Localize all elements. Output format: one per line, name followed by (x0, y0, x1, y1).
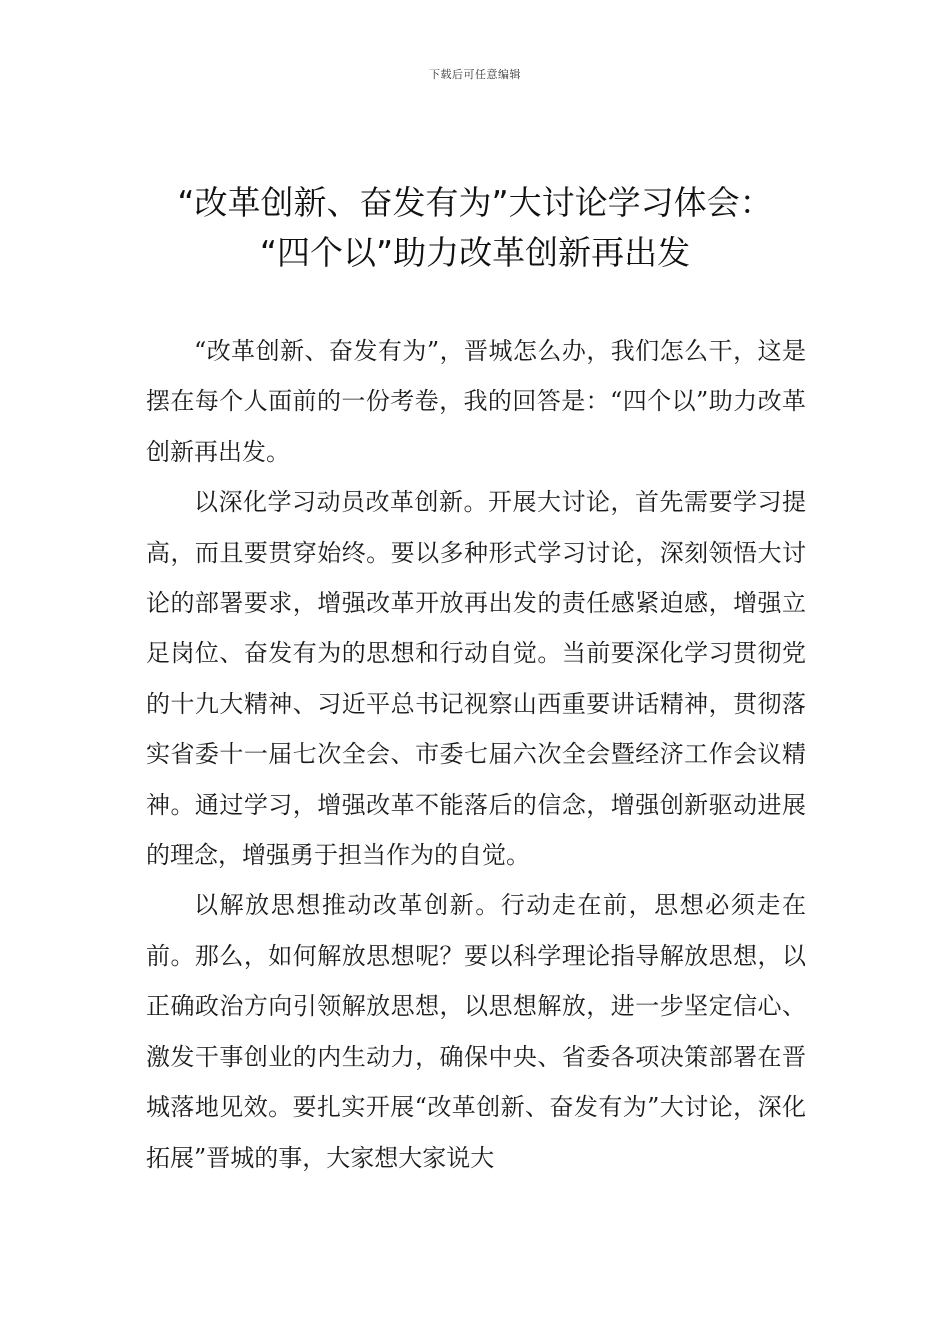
paragraph-intro: “改革创新、奋发有为”，晋城怎么办，我们怎么干，这是摆在每个人面前的一份考卷，我的回答是：“四个以”助力改革创新再出发。 (146, 337, 806, 466)
header-note: 下载后可任意编辑 (429, 68, 521, 81)
title-line-1: “改革创新、奋发有为”大讨论学习体会： (177, 183, 773, 222)
document-body (146, 326, 806, 1183)
title-line-2: “四个以”助力改革创新再出发 (259, 233, 691, 272)
paragraph-study: 以深化学习动员改革创新。开展大讨论，首先需要学习提高，而且要贯穿始终。要以多种形式学习讨论，深刻领悟大讨论的部署要求，增强改革开放再出发的责任感紧迫感，增强立足岗位、奋发有为的思想和行动自觉。当前要深化学习贯彻党的十九大精神、习近平总书记视察山西重要讲话精神，贯彻落实省委十一届七次全会、市委七届六次全会暨经济工作会议精神。通过学习，增强改革不能落后的信念，增强创新驱动进展的理念，增强勇于担当作为的自觉。 (146, 488, 806, 870)
document-title (0, 178, 950, 278)
paragraph-emancipate-thought: 以解放思想推动改革创新。行动走在前，思想必须走在前。那么，如何解放思想呢？要以科学理论指导解放思想，以正确政治方向引领解放思想，以思想解放，进一步坚定信心、激发干事创业的内生动力，确保中央、省委各项决策部署在晋城落地见效。要扎实开展“改革创新、奋发有为”大讨论，深化拓展”晋城的事，大家想大家说大 (146, 891, 806, 1172)
